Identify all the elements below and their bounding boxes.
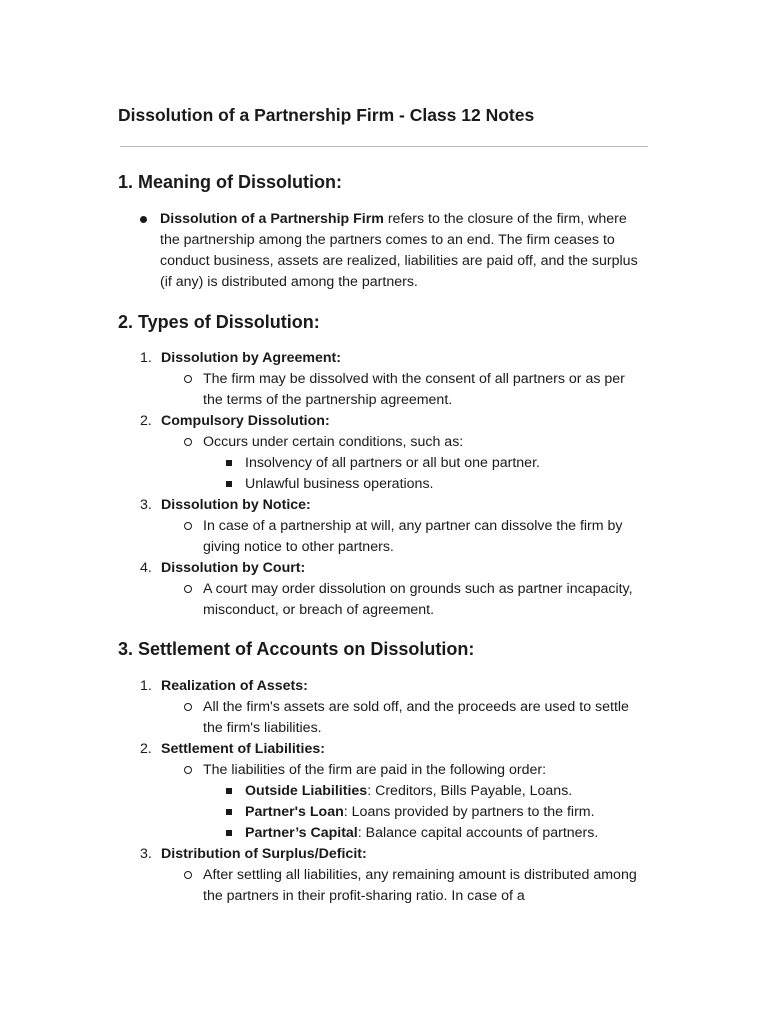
meaning-bold-term: Dissolution of a Partnership Firm <box>160 211 384 227</box>
hollow-bullet-icon <box>184 438 192 446</box>
hollow-bullet-icon <box>184 375 192 383</box>
item-number: 2. <box>140 741 152 757</box>
hollow-bullet-icon <box>184 585 192 593</box>
types-item-4 <box>140 558 305 579</box>
point-desc: : Balance capital accounts of partners. <box>357 825 599 841</box>
document-title: Dissolution of a Partnership Firm - Class 12 Notes <box>118 105 535 125</box>
point-text <box>245 823 655 844</box>
point-text <box>245 781 655 802</box>
detail-text: A court may order dissolution on grounds such as partner incapacity, misconduct, or breach of agreement. <box>203 581 633 618</box>
item-title: Distribution of Surplus/Deficit: <box>161 846 367 862</box>
point-bold: Partner's Loan <box>245 804 344 820</box>
item-title: Dissolution by Agreement: <box>161 350 341 366</box>
point-desc: : Creditors, Bills Payable, Loans. <box>367 783 573 799</box>
item-number: 4. <box>140 560 152 576</box>
meaning-description: refers to the closure of the firm, where the partnership among the partners comes to an end. The firm ceases to conduct business, assets are realized, liabilities are paid off, and the surplus (if any) is distributed among the partners. <box>160 211 638 290</box>
detail-text: In case of a partnership at will, any partner can dissolve the firm by giving notice to other partners. <box>203 518 623 555</box>
point-text: Insolvency of all partners or all but one partner. <box>245 455 540 471</box>
detail-text: After settling all liabilities, any remaining amount is distributed among the partners in their profit-sharing ratio. In case of a <box>203 867 637 904</box>
point-bold: Outside Liabilities <box>245 783 368 799</box>
item-number: 3. <box>140 846 152 862</box>
hollow-bullet-icon <box>184 871 192 879</box>
square-bullet-icon <box>226 460 232 466</box>
square-bullet-icon <box>226 809 232 815</box>
item-title: Realization of Assets: <box>161 678 308 694</box>
detail-text: Occurs under certain conditions, such as: <box>203 434 464 450</box>
square-bullet-icon <box>226 788 232 794</box>
meaning-text <box>160 209 650 293</box>
types-item-1 <box>140 348 341 369</box>
point-text <box>245 802 655 823</box>
settlement-item-3 <box>140 844 367 865</box>
point-desc: : Loans provided by partners to the firm. <box>343 804 595 820</box>
item-number: 2. <box>140 413 152 429</box>
square-bullet-icon <box>226 830 232 836</box>
item-number: 1. <box>140 678 152 694</box>
item-number: 1. <box>140 350 152 366</box>
section-heading-types: 2. Types of Dissolution: <box>118 312 320 332</box>
section-heading-meaning: 1. Meaning of Dissolution: <box>118 172 342 192</box>
settlement-item-2 <box>140 739 325 760</box>
point-text: Unlawful business operations. <box>245 476 434 492</box>
item-title: Dissolution by Notice: <box>161 497 311 513</box>
hollow-bullet-icon <box>184 522 192 530</box>
hollow-bullet-icon <box>184 766 192 774</box>
bullet-dot-icon <box>140 216 147 223</box>
detail-text: The liabilities of the firm are paid in the following order: <box>203 762 547 778</box>
title-divider <box>120 146 648 147</box>
section-heading-settlement: 3. Settlement of Accounts on Dissolution: <box>118 639 475 659</box>
item-title: Dissolution by Court: <box>161 560 306 576</box>
hollow-bullet-icon <box>184 703 192 711</box>
detail-text: The firm may be dissolved with the consent of all partners or as per the terms of the partnership agreement. <box>203 371 625 408</box>
item-number: 3. <box>140 497 152 513</box>
types-item-3 <box>140 495 311 516</box>
types-item-2 <box>140 411 330 432</box>
detail-text: All the firm's assets are sold off, and the proceeds are used to settle the firm's liabilities. <box>203 699 629 736</box>
point-bold: Partner’s Capital <box>245 825 358 841</box>
item-title: Compulsory Dissolution: <box>161 413 330 429</box>
square-bullet-icon <box>226 481 232 487</box>
settlement-item-1 <box>140 676 308 697</box>
item-title: Settlement of Liabilities: <box>161 741 325 757</box>
